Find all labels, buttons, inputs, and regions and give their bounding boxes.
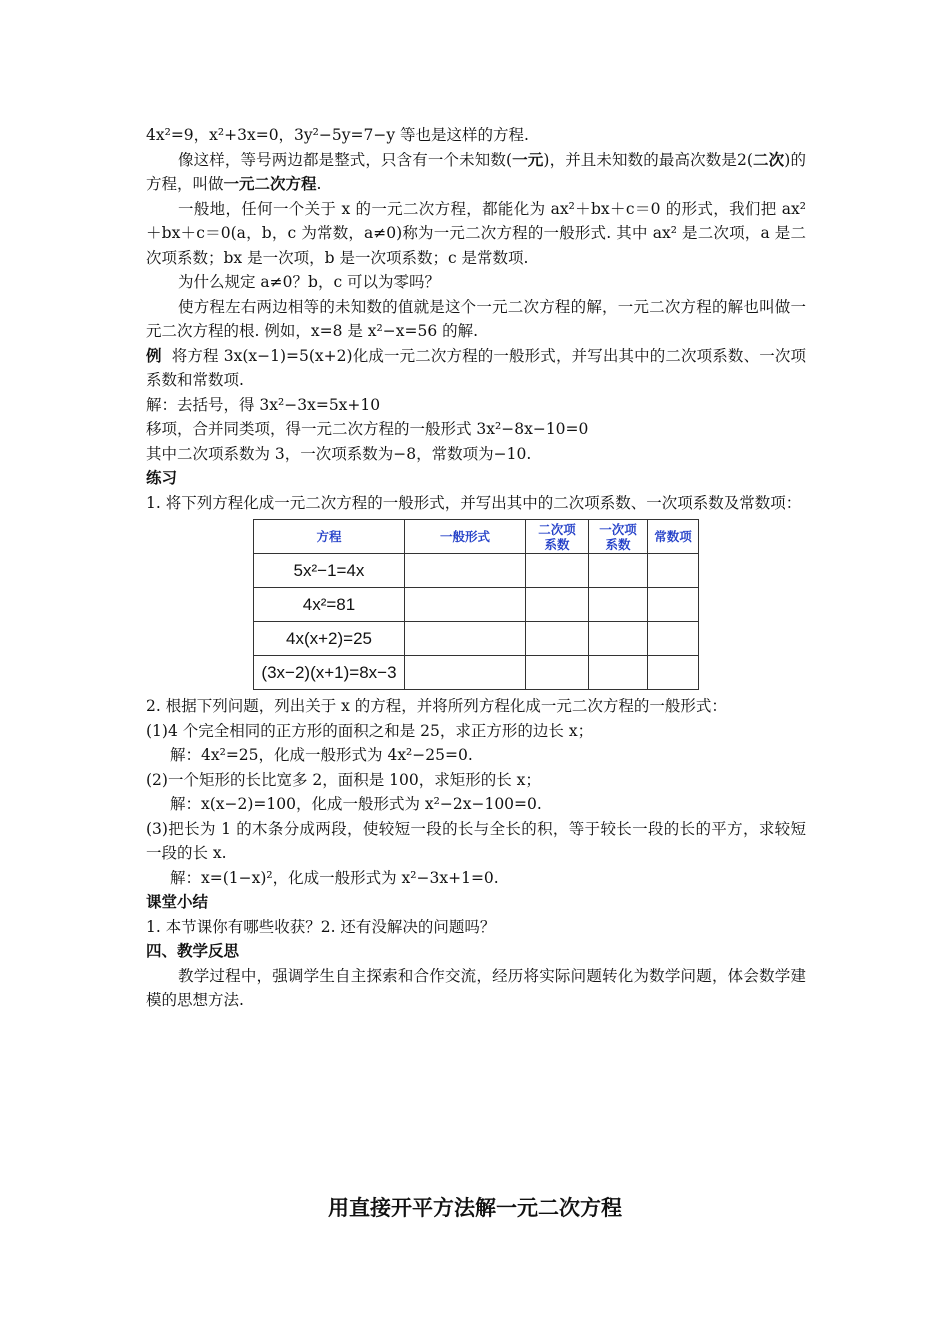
table-row [254,622,699,656]
table-header-row [254,520,699,554]
practice-q2-2-answer: 解：x(x−2)=100，化成一般形式为 x²−2x−100=0. [170,795,542,813]
equation-cell: (3x−2)(x+1)=8x−3 [254,656,405,690]
practice-heading: 练习 [146,468,178,487]
table-row [254,656,699,690]
text: )，并且未知数的最高次数是2( [543,150,753,169]
header-text: 系数 [605,536,631,552]
header-text: 一次项 [599,521,637,537]
blank-cell [526,656,589,690]
equation-cell: 4x(x+2)=25 [254,622,405,656]
bold-term: 一元 [512,149,544,169]
summary-heading: 课堂小结 [146,892,209,911]
solution-2: 移项，合并同类项，得一元二次方程的一般形式 3x²−8x−10=0 [146,420,589,438]
practice-q2-1-answer: 解：4x²=25，化成一般形式为 4x²−25=0. [170,746,473,764]
line-examples: 4x²=9，x²+3x=0，3y²−5y=7−y 等也是这样的方程. [146,126,529,144]
solution-3: 其中二次项系数为 3，一次项系数为−8，常数项为−10. [146,444,532,463]
summary-text: 1. 本节课你有哪些收获？2. 还有没解决的问题吗？ [146,917,496,936]
practice-q1: 1. 将下列方程化成一元二次方程的一般形式，并写出其中的二次项系数、一次项系数及常数项： [146,493,802,512]
header-linear-coef [589,520,648,554]
root-definition: 使方程左右两边相等的未知数的值就是这个一元二次方程的解，一元二次方程的解也叫做一元二次方程的根. 例如，x=8 是 x²−x=56 的解. [146,297,806,340]
practice-q2: 2. 根据下列问题，列出关于 x 的方程，并将所列方程化成一元二次方程的一般形式： [146,697,727,715]
text: 像这样，等号两边都是整式，只含有一个未知数( [178,150,513,169]
table-row [254,588,699,622]
header-text: 二次项 [538,521,576,537]
blank-cell [589,554,648,588]
blank-cell [526,588,589,622]
bold-term: 一元二次方程 [223,174,317,193]
text: . [316,175,322,193]
solution-1: 解：去括号，得 3x²−3x=5x+10 [146,395,381,414]
section-title: 用直接开平方法解一元二次方程 [328,1196,622,1220]
reflection-heading: 四、教学反思 [146,941,240,960]
example [146,344,806,393]
practice-q2-3-answer: 解：x=(1−x)²，化成一般形式为 x²−3x+1=0. [170,868,499,887]
blank-cell [405,622,526,656]
blank-cell [589,588,648,622]
blank-cell [405,588,526,622]
blank-cell [648,588,699,622]
blank-cell [648,622,699,656]
question-line: 为什么规定 a≠0？b，c 可以为零吗？ [178,273,441,291]
header-equation: 方程 [254,520,405,554]
reflection-text: 教学过程中，强调学生自主探索和合作交流，经历将实际问题转化为数学问题，体会数学建模的思想方法. [146,966,806,1009]
general-form-paragraph: 一般地，任何一个关于 x 的一元二次方程，都能化为 ax²＋bx＋c＝0 的形式，我们把 ax²＋bx＋c＝0(a，b，c 为常数，a≠0)称为一元二次方程的一般形式. 其中 ax² 是二次项，a 是二次项系数；bx 是一次项，b 是一次项系数；c 是常数项. [146,199,806,267]
blank-cell [405,554,526,588]
equation-cell: 4x²=81 [254,588,405,622]
example-label: 例 [146,345,162,365]
practice-q2-2: (2)一个矩形的长比宽多 2，面积是 100，求矩形的长 x； [146,770,541,789]
practice-q2-3: (3)把长为 1 的木条分成两段，使较短一段的长与全长的积，等于较长一段的长的平方，求较短一段的长 x. [146,819,806,862]
blank-cell [589,622,648,656]
blank-cell [405,656,526,690]
blank-cell [648,656,699,690]
header-quadratic-coef [526,520,589,554]
equation-cell: 5x²−1=4x [254,554,405,588]
document-body [146,123,806,1013]
header-constant: 常数项 [648,520,699,554]
bold-term: 二次 [752,149,785,169]
blank-cell [589,656,648,690]
blank-cell [526,622,589,656]
blank-cell [526,554,589,588]
practice-q2-1: (1)4 个完全相同的正方形的面积之和是 25，求正方形的边长 x； [146,721,594,740]
table-row [254,554,699,588]
header-text: 系数 [544,536,570,552]
header-general-form: 一般形式 [405,520,526,554]
exercise-table [253,519,699,690]
blank-cell [648,554,699,588]
example-text: 将方程 3x(x−1)=5(x+2)化成一元二次方程的一般形式，并写出其中的二次项系数、一次项系数和常数项. [146,346,806,389]
definition-paragraph [146,148,806,197]
text: )的方程，叫做 [146,150,806,193]
